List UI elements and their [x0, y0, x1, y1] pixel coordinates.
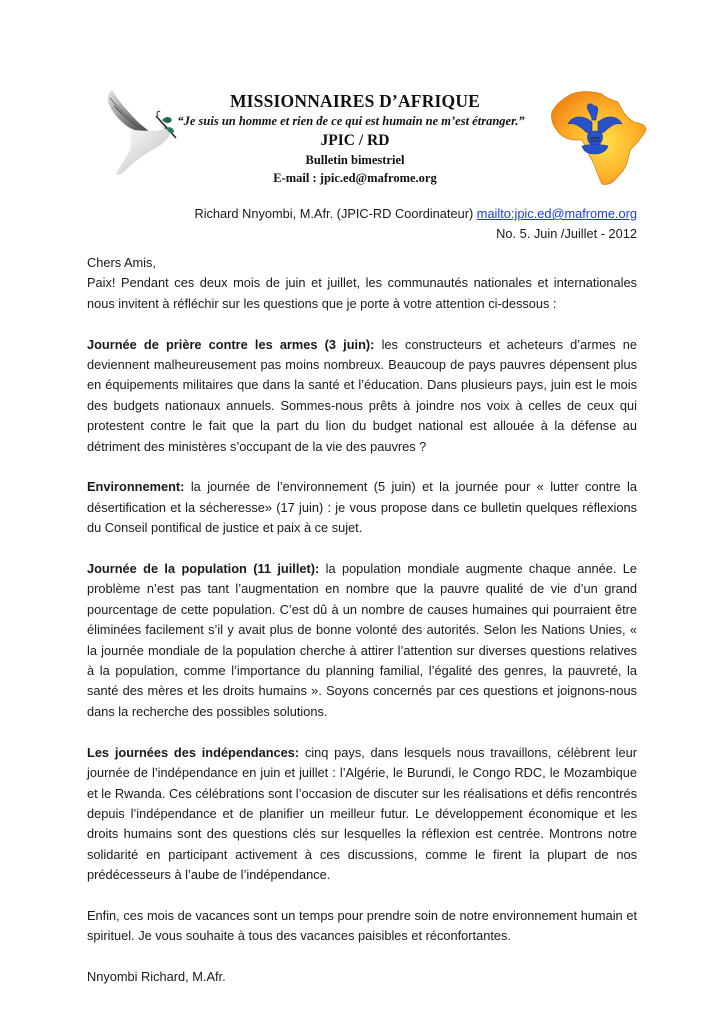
- mailto-link[interactable]: mailto:jpic.ed@mafrome.org: [476, 206, 637, 221]
- dove-with-olive-branch-icon: [100, 86, 182, 181]
- publication-type: Bulletin bimestriel: [305, 153, 405, 167]
- letter-meta: [194, 204, 637, 244]
- program-name: JPIC / RD: [320, 132, 390, 149]
- organization-name: MISSIONNAIRES D’AFRIQUE: [229, 91, 481, 111]
- section-text: la journée de l’environnement (5 juin) et la journée pour « lutter contre la désertification et la sécheresse» (17 juin) : je vous propose dans ce bulletin quelques réflexions du Conseil pontifical de justice et paix à ce sujet.: [87, 479, 637, 536]
- section-arms: [87, 335, 637, 457]
- section-heading: Les journées des indépendances:: [87, 744, 300, 760]
- section-text: les constructeurs et acheteurs d’armes ne deviennent malheureusement pas moins nombreux. Beaucoup de pays pauvres dépensent plus en équipements militaires que dans la santé et l’éducation. Dans plusieurs pays, juin est le mois des budgets nationaux annuels. Sommes-nous prêts à joindre nos voix à celles de ceux qui protestent contre le fait que la part du lion du budget national est allouée à la défense au détriment des ministères s’occupant de la vie des pauvres ?: [87, 336, 637, 454]
- closing-paragraph: Enfin, ces mois de vacances sont un temps pour prendre soin de notre environnement humain et spirituel. Je vous souhaite à tous des vacances paisibles et réconfortantes.: [87, 907, 637, 944]
- author-name: Richard Nnyombi, M.Afr. (JPIC-RD Coordinateur): [194, 206, 474, 221]
- section-environment: [87, 477, 637, 538]
- letter-body: [87, 253, 637, 988]
- section-heading: Journée de la population (11 juillet):: [87, 561, 320, 577]
- section-text: cinq pays, dans lesquels nous travaillons, célèbrent leur journée de l’indépendance en juin et juillet : l’Algérie, le Burundi, le Congo RDC, le Mozambique et le Rwanda. Ces célébrations sont l’occasion de discuter sur les réalisations et défis rencontrés depuis l’indépendance et de planifier un meilleur futur. Le développement économique et les droits humains sont des questions clés sur lesquelles la réflexion est centrée. Montrons notre solidarité en participant activement à ces discussions, comme le firent la plupart de nos prédécesseurs à l’aube de l’indépendance.: [87, 744, 637, 883]
- section-heading: Environnement:: [87, 479, 185, 495]
- signature: Nnyombi Richard, M.Afr.: [87, 969, 226, 985]
- author-line: [194, 204, 637, 224]
- section-heading: Journée de prière contre les armes (3 juin):: [87, 336, 375, 352]
- africa-map-pelican-emblem-icon: [542, 84, 652, 190]
- motto: “Je suis un homme et rien de ce qui est humain ne m’est étranger.”: [177, 114, 525, 128]
- section-text: la population mondiale augmente chaque année. Le problème n’est pas tant l’augmentation en nombre que la pauvre qualité de vie d’un grand pourcentage de cette population. C’est dû à un nombre de causes humaines qui pourraient être éliminées facilement s’il y avait plus de bonne volonté des autorités. Selon les Nations Unies, « la journée mondiale de la population cherche à attirer l’attention sur diverses questions relatives à la population, comme l’importance du planning familial, l’égalité des genres, la pauvreté, la santé des mères et les droits humains ». Soyons concernés par ces questions et joignons-nous dans la recherche des possibles solutions.: [87, 561, 637, 719]
- intro-paragraph: Paix! Pendant ces deux mois de juin et juillet, les communautés nationales et internationales nous invitent à réfléchir sur les questions que je porte à votre attention ci-dessous :: [87, 275, 637, 311]
- section-population: [87, 559, 637, 722]
- letterhead: [95, 82, 650, 190]
- salutation: Chers Amis,: [87, 255, 156, 270]
- issue-number: No. 5. Juin /Juillet - 2012: [496, 226, 637, 241]
- section-independence: [87, 743, 637, 886]
- header-email: E-mail : jpic.ed@mafrome.org: [273, 171, 437, 185]
- letterhead-text: [175, 90, 535, 187]
